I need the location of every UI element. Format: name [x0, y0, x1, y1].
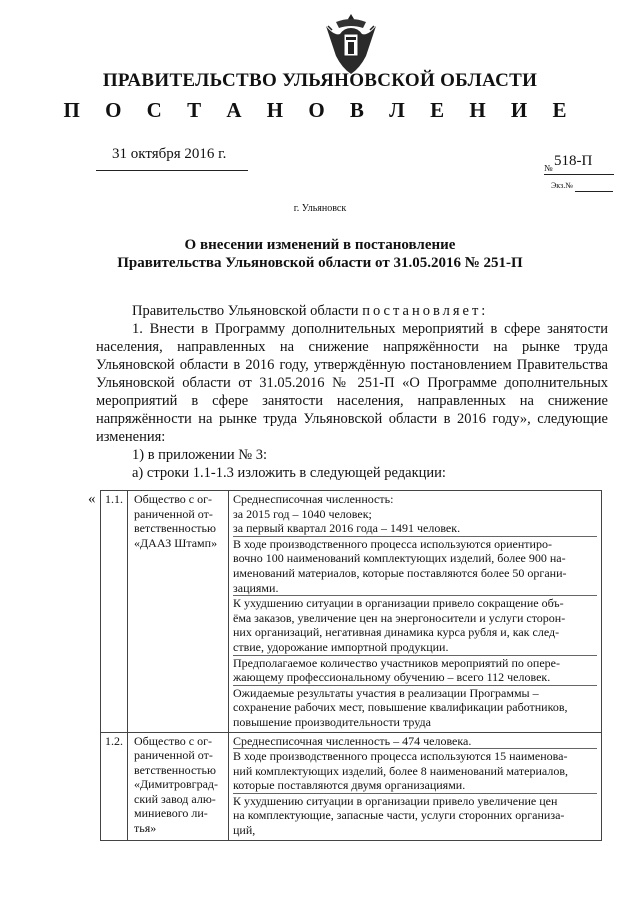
date-underline — [96, 170, 248, 171]
description-line: К ухудшению ситуации в организации привело сокращение объ- — [233, 596, 564, 611]
description-segment — [233, 734, 597, 750]
description-line: ний комплектующих изделий, более 8 наименований материалов, — [233, 763, 568, 778]
government-name: ПРАВИТЕЛЬСТВО УЛЬЯНОВСКОЙ ОБЛАСТИ — [102, 70, 538, 91]
description-line: жающему профессиональному обучению – всего 112 человек. — [233, 670, 551, 685]
description-line: Ожидаемые результаты участия в реализации Программы – — [233, 685, 539, 700]
description-line: за первый квартал 2016 года – 1491 человек. — [233, 521, 461, 536]
subitem-1: 1) в приложении № 3: — [132, 447, 267, 463]
item-1: 1. Внести в Программу дополнительных мероприятий в сфере занятости населения, направленных на снижение напряжённости на рынке труда Ульяновской области в 2016 году, утверждённую постановлением Правительства Ульяновской области от 31.05.2016 № 251-П «О Программе дополнительных мероприятий в сфере занятости населения, направленных на снижение напряжённости на рынке труда Ульяновской области в 2016 году», следующие изменения: — [96, 321, 608, 445]
description-line: повышение производительности труда — [233, 714, 431, 729]
description-segment — [233, 656, 597, 686]
description-line: Предполагаемое количество участников мероприятий по опере- — [233, 655, 560, 670]
description-segment — [233, 596, 597, 655]
description-line: Среднесписочная численность: — [233, 492, 394, 506]
description-line: именований материалов, которые поставляются более 50 органи- — [233, 565, 567, 580]
subitem-1a: а) строки 1.1-1.3 изложить в следующей редакции: — [132, 465, 446, 481]
organization-line: ветственностью — [134, 521, 216, 536]
organization-line: «ДААЗ Штамп» — [134, 535, 218, 550]
description-cell — [229, 491, 602, 733]
intro-paragraph — [96, 302, 608, 320]
description-line: вочно 100 наименований комплектующих изделий, более 900 на- — [233, 551, 566, 566]
copy-underline — [575, 191, 613, 192]
organization-line: «Димитровград- — [134, 777, 219, 792]
number-prefix: № — [544, 163, 553, 173]
title-line-2: Правительства Ульяновской области от 31.05.2016 № 251-П — [117, 255, 523, 271]
copy-label: Экз.№ — [551, 181, 573, 190]
table-row — [101, 491, 602, 733]
organization-line: ветственностью — [134, 762, 216, 777]
description-line: них организаций, негативная динамика курса рубля и, как след- — [233, 625, 560, 640]
organization-line: ский завод алю- — [134, 791, 216, 806]
description-segment — [233, 794, 597, 838]
description-line: которые поставляются двумя организациями. — [233, 778, 466, 793]
description-line: ёма заказов, увеличение цен на энергоносители и услуги сторон- — [233, 610, 566, 625]
table-row — [101, 732, 602, 840]
organization-cell — [128, 491, 229, 733]
organization-line: тья» — [134, 821, 157, 836]
description-segment — [233, 686, 597, 730]
document-title — [80, 236, 560, 272]
description-line: ций, — [233, 823, 256, 838]
description-line: Среднесписочная численность – 474 человека. — [233, 733, 472, 748]
organization-line: раниченной от- — [134, 748, 213, 763]
description-line: В ходе производственного процесса используются 15 наименова- — [233, 749, 568, 764]
organization-cell — [128, 732, 229, 840]
description-line: за 2015 год – 1040 человек; — [233, 506, 372, 521]
number-underline — [544, 174, 614, 175]
row-number: 1.2. — [101, 732, 128, 840]
description-line: ствие, удорожание импортной продукции. — [233, 639, 449, 654]
organization-line: раниченной от- — [134, 506, 213, 521]
organization-line: Общество с ог- — [134, 492, 213, 506]
document-number: 518-П — [554, 153, 593, 169]
row-number: 1.1. — [101, 491, 128, 733]
body-text — [96, 302, 608, 482]
description-segment — [233, 537, 597, 596]
description-line: сохранение рабочих мест, повышение квалификации работников, — [233, 700, 568, 715]
description-line: К ухудшению ситуации в организации привело увеличение цен — [233, 793, 558, 808]
description-line: В ходе производственного процесса используются ориентиро- — [233, 536, 552, 551]
organization-line: миниевого ли- — [134, 806, 208, 821]
description-segment — [233, 749, 597, 794]
description-cell — [229, 732, 602, 840]
organization-line: Общество с ог- — [134, 733, 213, 748]
document-date: 31 октября 2016 г. — [112, 146, 227, 162]
description-line: на комплектующие, запасные части, услуги сторонних организа- — [233, 808, 565, 823]
document-type: П О С Т А Н О В Л Е Н И Е — [63, 98, 577, 122]
open-quote: « — [88, 491, 96, 507]
description-line: зациями. — [233, 580, 279, 595]
description-segment — [233, 492, 597, 537]
coat-of-arms-icon — [322, 12, 380, 76]
decree-word: постановляет: — [362, 303, 489, 319]
city: г. Ульяновск — [293, 203, 347, 214]
amendment-table — [100, 490, 602, 841]
title-line-1: О внесении изменений в постановление — [184, 237, 456, 253]
intro-text: Правительство Ульяновской области — [132, 303, 359, 319]
